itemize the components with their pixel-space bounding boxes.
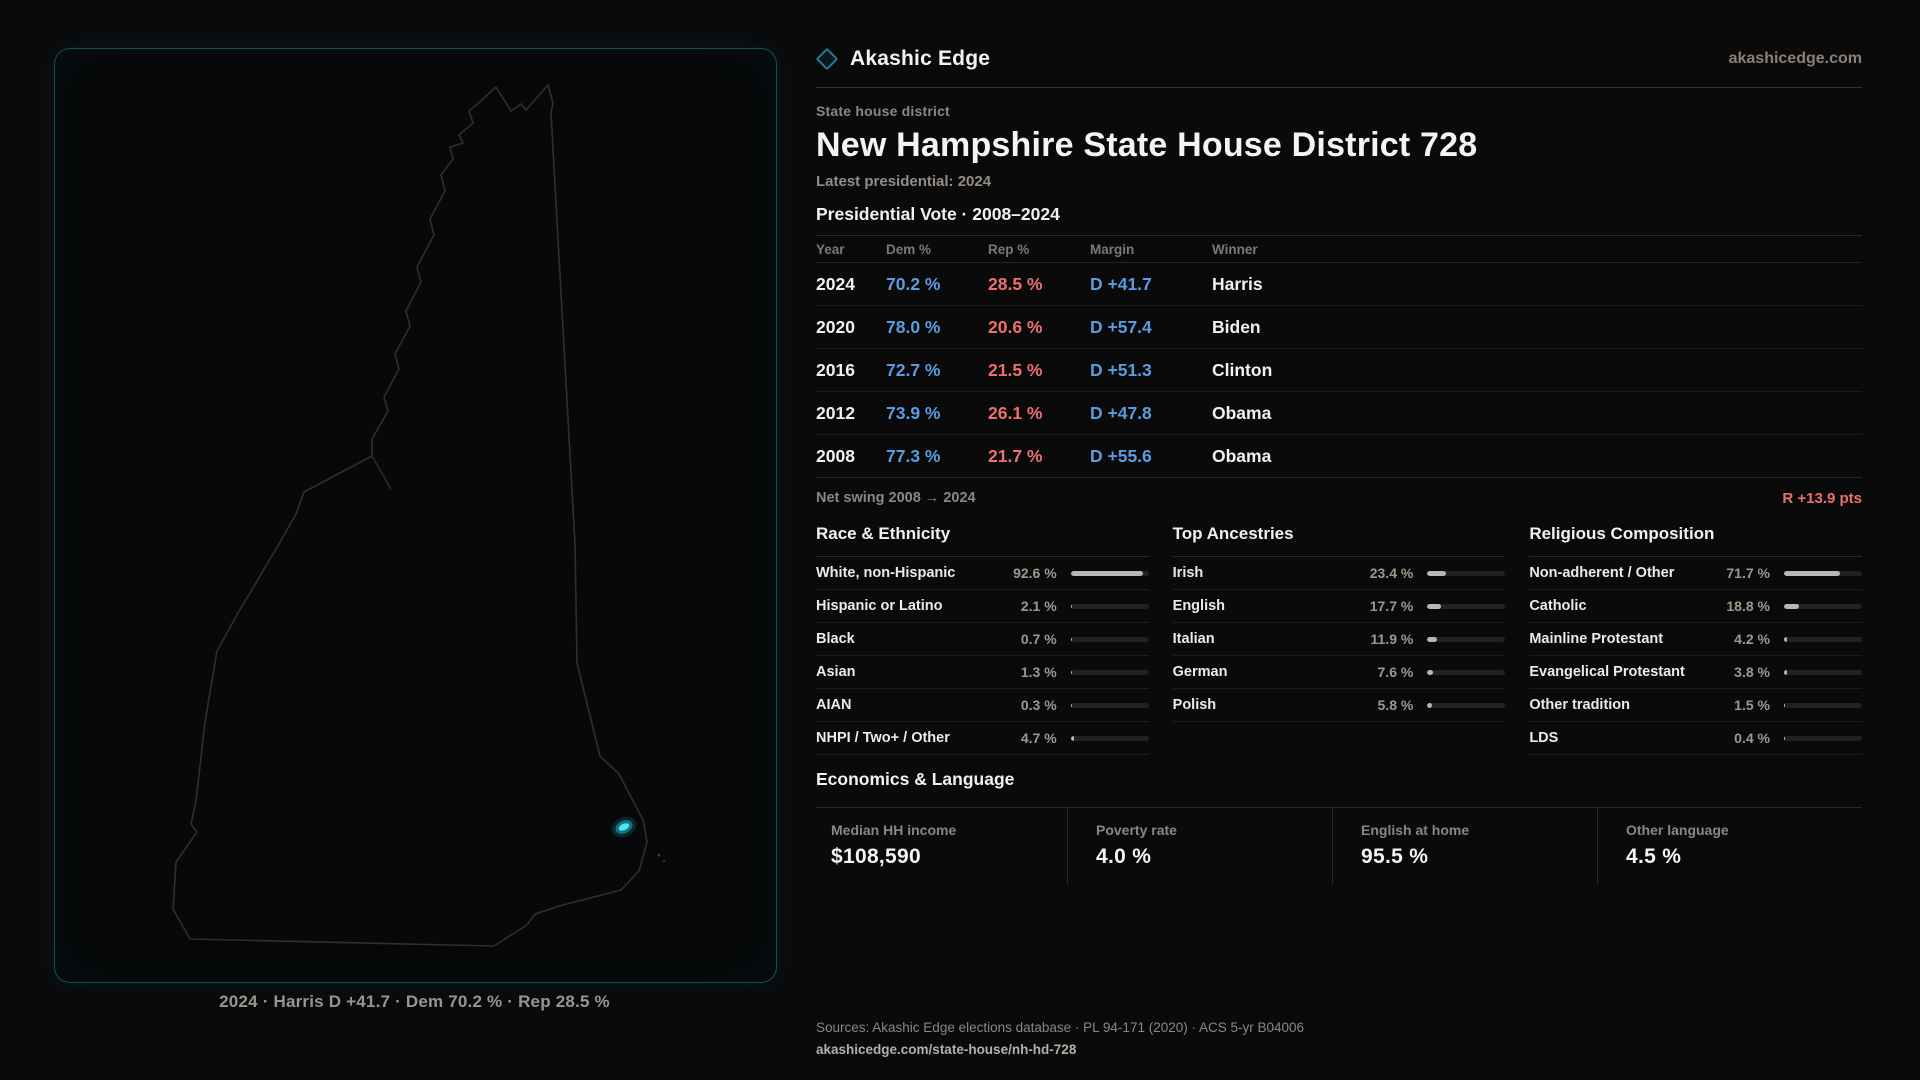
item-bar [1071,571,1149,576]
col-winner: Winner [1212,241,1258,257]
item-label: English [1172,598,1226,614]
list-item [1529,623,1862,656]
item-bar [1784,637,1862,642]
item-value: 4.2 % [1734,631,1770,647]
item-label: Other tradition [1529,697,1631,713]
list-item [1173,590,1506,623]
item-value: 71.7 % [1726,565,1770,581]
item-bar [1427,637,1505,642]
header-divider [816,87,1862,88]
year: 2008 [816,445,855,466]
item-value: 1.5 % [1734,697,1770,713]
margin: D +57.4 [1090,316,1152,337]
dem-pct: 78.0 % [886,316,941,337]
list-item [816,623,1149,656]
list-item [1529,722,1862,755]
table-row [816,392,1862,435]
stat-value: 4.5 % [1626,845,1682,868]
stat-poverty-rate [1067,808,1332,884]
permalink[interactable]: akashicedge.com/state-house/nh-hd-728 [816,1042,1077,1057]
stat-other-language [1597,808,1862,884]
stat-label: Other language [1626,822,1729,838]
item-label: Catholic [1529,598,1587,614]
list-item [1173,623,1506,656]
item-bar [1071,703,1149,708]
winner: Harris [1212,273,1263,294]
list-item [816,656,1149,689]
list-item [1529,689,1862,722]
sources-line: Sources: Akashic Edge elections database · PL 94-171 (2020) · ACS 5-yr B04006 [816,1020,1305,1035]
item-label: Non-adherent / Other [1529,565,1675,581]
economics-title: Economics & Language [816,769,1015,789]
item-value: 4.7 % [1020,730,1057,746]
year: 2012 [816,402,855,423]
item-label: Black [816,631,855,647]
list-item [1529,557,1862,590]
margin: D +51.3 [1090,359,1152,380]
item-label: LDS [1529,730,1559,746]
year: 2020 [816,316,855,337]
item-bar [1784,703,1862,708]
year: 2024 [816,273,855,294]
item-value: 0.7 % [1020,631,1057,647]
item-value: 2.1 % [1020,598,1057,614]
district-report [816,0,1862,1057]
item-value: 17.7 % [1369,598,1414,614]
brand-name: Akashic Edge [850,47,991,70]
col-rep: Rep % [988,241,1030,257]
brand-diamond-icon [816,48,839,71]
item-label: White, non-Hispanic [816,565,956,581]
dem-pct: 77.3 % [886,445,941,466]
state-outline [173,85,647,946]
rep-pct: 28.5 % [988,273,1043,294]
col-year: Year [816,241,845,257]
section-title: Race & Ethnicity [816,524,951,543]
item-label: Irish [1172,565,1204,581]
item-bar [1071,604,1149,609]
net-swing-label: Net swing 2008 → 2024 [816,490,976,506]
item-bar [1427,703,1505,708]
list-item [816,722,1149,755]
table-row [816,306,1862,349]
rep-pct: 20.6 % [988,316,1043,337]
latest-presidential: Latest presidential: 2024 [816,173,992,190]
winner: Obama [1212,445,1272,466]
item-label: Polish [1172,697,1217,713]
item-bar [1427,604,1505,609]
section-title: Top Ancestries [1172,524,1294,543]
item-value: 5.8 % [1377,697,1414,713]
col-margin: Margin [1090,241,1135,257]
site-link[interactable]: akashicedge.com [1728,50,1862,67]
stat-value: 4.0 % [1096,845,1152,868]
demographics [816,524,1862,755]
item-bar [1071,736,1149,741]
item-label: NHPI / Two+ / Other [816,730,950,746]
margin: D +41.7 [1090,273,1152,294]
list-item [816,557,1149,590]
item-bar [1784,736,1862,741]
item-bar [1784,604,1862,609]
rep-pct: 21.7 % [988,445,1043,466]
map-panel [54,48,777,983]
list-item [1173,689,1506,722]
item-label: AIAN [816,697,852,713]
race-ethnicity-panel [816,524,1149,755]
table-row [816,263,1862,306]
item-value: 18.8 % [1726,598,1770,614]
rep-pct: 21.5 % [988,359,1043,380]
item-label: Mainline Protestant [1529,631,1664,647]
item-label: Evangelical Protestant [1529,664,1685,680]
ancestries-panel [1173,524,1506,755]
item-label: Hispanic or Latino [816,598,943,614]
table-row [816,435,1862,478]
item-label: Italian [1172,631,1215,647]
item-bar [1784,670,1862,675]
item-bar [1071,670,1149,675]
item-value: 1.3 % [1020,664,1057,680]
stat-label: Median HH income [831,822,957,838]
year: 2016 [816,359,855,380]
offshore-islands [658,854,665,862]
item-value: 0.3 % [1020,697,1057,713]
item-bar [1784,571,1862,576]
stat-english-at-home [1332,808,1597,884]
dem-pct: 70.2 % [886,273,941,294]
dem-pct: 72.7 % [886,359,941,380]
margin: D +55.6 [1090,445,1152,466]
item-bar [1427,670,1505,675]
item-label: Asian [816,664,856,680]
river-spur [372,456,391,489]
list-item [1529,656,1862,689]
list-item [1173,557,1506,590]
religion-panel [1529,524,1862,755]
item-bar [1427,571,1505,576]
list-item [1529,590,1862,623]
map-caption: 2024 · Harris D +41.7 · Dem 70.2 % · Rep 28.5 % [219,992,610,1011]
winner: Obama [1212,402,1272,423]
new-hampshire-map [55,49,776,982]
stat-median-income [816,808,1067,884]
report-header [816,44,1862,74]
kicker: State house district [816,103,950,119]
item-value: 92.6 % [1013,565,1057,581]
economics-stats [816,808,1862,884]
list-item [816,590,1149,623]
stat-value: 95.5 % [1361,845,1429,868]
stat-label: English at home [1361,822,1470,838]
list-item [1173,656,1506,689]
page-title: New Hampshire State House District 728 [816,126,1478,164]
net-swing [816,478,1862,518]
district-marker[interactable] [608,813,640,841]
table-row [816,349,1862,392]
dem-pct: 73.9 % [886,402,941,423]
election-rows [816,262,1862,478]
item-value: 0.4 % [1734,730,1770,746]
table-column-headers [816,236,1862,262]
item-value: 11.9 % [1370,631,1414,647]
margin: D +47.8 [1090,402,1152,423]
item-bar [1071,637,1149,642]
election-table-title: Presidential Vote · 2008–2024 [816,204,1060,224]
list-item [816,689,1149,722]
stat-label: Poverty rate [1096,822,1177,838]
stat-value: $108,590 [831,845,921,868]
winner: Clinton [1212,359,1273,380]
section-title: Religious Composition [1529,524,1715,543]
rep-pct: 26.1 % [988,402,1043,423]
item-label: German [1172,664,1228,680]
item-value: 3.8 % [1734,664,1770,680]
item-value: 7.6 % [1377,664,1414,680]
winner: Biden [1212,316,1261,337]
net-swing-value: R +13.9 pts [1782,489,1862,507]
item-value: 23.4 % [1369,565,1414,581]
col-dem: Dem % [886,241,932,257]
